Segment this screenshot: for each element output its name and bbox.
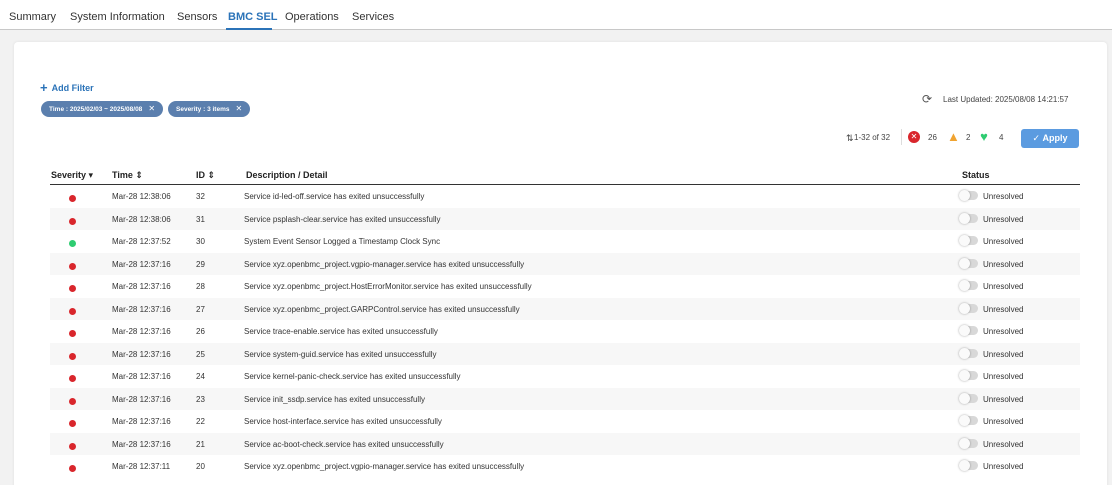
table-row[interactable] [50,185,1080,208]
table-row[interactable] [50,455,1080,478]
description-cell: System Event Sensor Logged a Timestamp Clock Sync [244,237,441,246]
id-cell: 25 [196,349,205,359]
table-row[interactable] [50,230,1080,253]
tab-sensors[interactable]: Sensors [177,11,218,23]
status-label: Unresolved [983,462,1024,471]
resolve-toggle[interactable] [959,371,978,380]
resolve-toggle[interactable] [959,304,978,313]
status-label: Unresolved [983,304,1024,314]
filter-chip-severity [168,101,250,117]
severity-critical-dot [69,465,76,472]
table-row[interactable] [50,253,1080,276]
time-cell: Mar-28 12:37:16 [112,259,171,269]
severity-critical-dot [69,375,76,382]
column-header-time[interactable]: Time ⇕ [112,170,143,180]
resolve-toggle[interactable] [959,191,978,200]
id-cell: 26 [196,327,205,336]
filter-chip-label: Time : 2025/02/03 ~ 2025/08/08 [49,106,143,113]
resolve-toggle[interactable] [959,214,978,223]
resolve-toggle[interactable] [959,461,978,470]
description-cell: Service xyz.openbmc_project.vgpio-manager.service has exited unsuccessfully [244,259,525,269]
status-label: Unresolved [983,214,1024,224]
id-cell: 22 [196,417,205,426]
time-cell: Mar-28 12:37:11 [112,462,171,471]
id-cell: 32 [196,192,205,201]
severity-critical-dot [69,353,76,360]
time-cell: Mar-28 12:37:16 [112,417,171,426]
status-label: Unresolved [983,192,1024,201]
time-cell: Mar-28 12:37:16 [112,282,171,291]
apply-button[interactable] [1021,129,1079,148]
close-icon[interactable]: ✕ [235,104,243,113]
description-cell: Service system-guid.service has exited unsuccessfully [244,349,437,359]
tab-system-information[interactable]: System Information [70,11,165,23]
time-cell: Mar-28 12:37:16 [112,304,171,314]
sort-icon: ⇅ [846,133,854,143]
severity-critical-dot [69,330,76,337]
table-row[interactable] [50,388,1080,411]
status-label: Unresolved [983,417,1024,426]
description-cell: Service xyz.openbmc_project.HostErrorMonitor.service has exited unsuccessfully [244,282,532,291]
close-icon[interactable]: ✕ [148,104,156,113]
description-cell: Service kernel-panic-check.service has exited unsuccessfully [244,372,461,381]
description-cell: Service host-interface.service has exited unsuccessfully [244,417,442,426]
status-label: Unresolved [983,372,1024,381]
time-cell: Mar-28 12:38:06 [112,214,171,224]
severity-critical-dot [69,398,76,405]
id-cell: 27 [196,304,205,314]
time-cell: Mar-28 12:37:16 [112,372,171,381]
sel-panel [14,42,1107,485]
status-label: Unresolved [983,259,1024,269]
description-cell: Service init_ssdp.service has exited unsuccessfully [244,394,425,404]
table-row[interactable] [50,410,1080,433]
description-cell: Service ac-boot-check.service has exited unsuccessfully [244,439,444,449]
severity-critical-dot [69,218,76,225]
column-header-id[interactable]: ID ⇕ [196,170,216,180]
column-header-description: Description / Detail [246,170,328,180]
severity-critical-dot [69,420,76,427]
id-cell: 31 [196,214,205,224]
severity-critical-dot [69,308,76,315]
time-cell: Mar-28 12:37:16 [112,349,171,359]
time-cell: Mar-28 12:37:16 [112,439,171,449]
status-label: Unresolved [983,282,1024,291]
filter-chip-time [41,101,163,117]
time-cell: Mar-28 12:37:16 [112,394,171,404]
add-filter-label: Add Filter [51,83,94,93]
plus-icon: + [40,80,48,95]
resolve-toggle[interactable] [959,394,978,403]
status-label: Unresolved [983,327,1024,336]
critical-icon: ✕ [908,131,920,143]
table-row[interactable] [50,320,1080,343]
tab-operations[interactable]: Operations [285,11,339,23]
description-cell: Service trace-enable.service has exited unsuccessfully [244,327,438,336]
id-cell: 28 [196,282,205,291]
tab-bar [0,0,1112,30]
tab-services[interactable]: Services [352,11,395,23]
result-range: 1-32 of 32 [854,133,891,142]
id-cell: 30 [196,237,205,246]
time-cell: Mar-28 12:37:52 [112,237,171,246]
tab-bmc-sel[interactable]: BMC SEL [228,11,278,23]
last-updated-text: Last Updated: 2025/08/08 14:21:57 [943,95,1069,104]
resolve-toggle[interactable] [959,236,978,245]
resolve-toggle[interactable] [959,439,978,448]
id-cell: 24 [196,372,205,381]
column-header-severity[interactable]: Severity ▾ [51,170,94,180]
status-label: Unresolved [983,237,1024,246]
refresh-icon[interactable]: ⟳ [922,92,933,106]
description-cell: Service xyz.openbmc_project.vgpio-manager.service has exited unsuccessfully [244,462,525,471]
time-cell: Mar-28 12:37:16 [112,327,171,336]
filter-chip-label: Severity : 3 items [176,106,230,113]
table-header [50,166,1080,185]
ok-count: 4 [999,133,1004,142]
warning-icon: ▲ [947,129,960,144]
table-row[interactable] [50,365,1080,388]
warning-count: 2 [966,133,971,142]
table-row[interactable] [50,343,1080,366]
severity-critical-dot [69,195,76,202]
severity-critical-dot [69,285,76,292]
table-row[interactable] [50,275,1080,298]
check-icon: ✓ [1032,133,1040,143]
table-row[interactable] [50,433,1080,456]
description-cell: Service xyz.openbmc_project.GARPControl.service has exited unsuccessfully [244,304,520,314]
resolve-toggle[interactable] [959,259,978,268]
id-cell: 29 [196,259,205,269]
apply-label: Apply [1042,133,1068,143]
description-cell: Service id-led-off.service has exited unsuccessfully [244,192,425,201]
status-label: Unresolved [983,349,1024,359]
add-filter-button[interactable] [40,80,94,95]
severity-ok-dot [69,240,76,247]
table-row[interactable] [50,208,1080,231]
severity-critical-dot [69,263,76,270]
status-label: Unresolved [983,439,1024,449]
ok-heart-icon: ♥ [980,129,988,144]
divider [901,129,902,145]
resolve-toggle[interactable] [959,281,978,290]
active-tab-indicator [226,28,272,30]
id-cell: 21 [196,439,205,449]
column-header-status: Status [962,170,990,180]
resolve-toggle[interactable] [959,416,978,425]
resolve-toggle[interactable] [959,349,978,358]
description-cell: Service psplash-clear.service has exited unsuccessfully [244,214,441,224]
id-cell: 23 [196,394,205,404]
id-cell: 20 [196,462,205,471]
resolve-toggle[interactable] [959,326,978,335]
severity-critical-dot [69,443,76,450]
time-cell: Mar-28 12:38:06 [112,192,171,201]
critical-count: 26 [928,133,937,142]
table-row[interactable] [50,298,1080,321]
tab-summary[interactable]: Summary [9,11,57,23]
status-label: Unresolved [983,394,1024,404]
